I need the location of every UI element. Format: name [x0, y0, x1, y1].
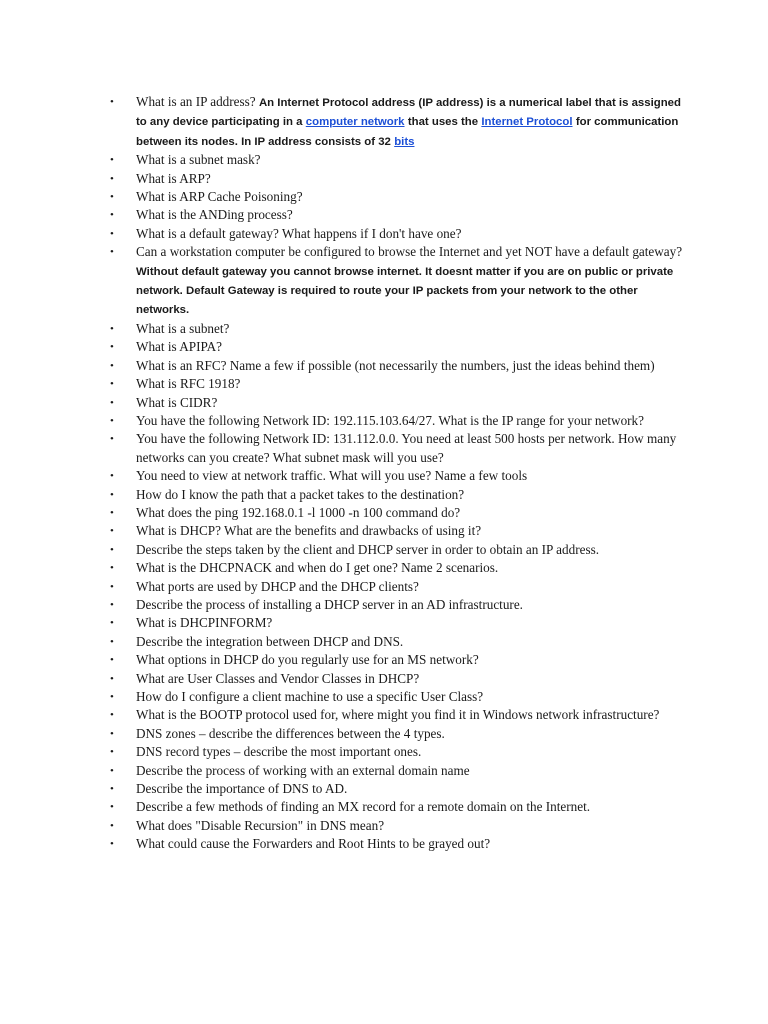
answer-text: that uses the	[407, 116, 479, 129]
question-text: Describe the steps taken by the client and DHCP server in order to obtain an IP address.	[136, 541, 600, 557]
question-text: What is ARP Cache Poisoning?	[136, 189, 303, 205]
question-text: What is DHCP? What are the benefits and drawbacks of using it?	[136, 523, 482, 539]
question-text: What is the BOOTP protocol used for, where might you find it in Windows network infrastructure?	[136, 707, 660, 723]
question-text: Describe the integration between DHCP and DNS.	[136, 633, 404, 649]
question-text: Describe the process of installing a DHCP server in an AD infrastructure.	[136, 596, 523, 612]
bullet-icon: •	[110, 341, 114, 354]
question-text: What is the DHCPNACK and when do I get one? Name 2 scenarios.	[136, 560, 499, 576]
list-item	[110, 559, 685, 577]
question-text: Describe the importance of DNS to AD.	[136, 781, 348, 797]
bullet-icon: •	[110, 709, 114, 722]
question-text: Describe a few methods of finding an MX record for a remote domain on the Internet.	[136, 799, 591, 815]
list-item	[110, 725, 685, 743]
question-text: What is APIPA?	[136, 339, 222, 355]
bullet-icon: •	[110, 209, 114, 222]
list-item	[110, 504, 685, 522]
list-item	[110, 357, 685, 375]
bullet-icon: •	[110, 783, 114, 796]
list-item	[110, 412, 685, 430]
question-text: What is a subnet?	[136, 320, 230, 336]
bullet-icon: •	[110, 562, 114, 575]
bullet-icon: •	[110, 635, 114, 648]
list-item	[110, 780, 685, 798]
question-text: You need to view at network traffic. What will you use? Name a few tools	[136, 468, 528, 484]
answer-text: An Internet Protocol address (IP address) is a numerical label that is assigned to any device participating in a	[136, 97, 681, 129]
bullet-icon: •	[110, 838, 114, 851]
question-text: How do I configure a client machine to use a specific User Class?	[136, 689, 484, 704]
list-item	[110, 320, 685, 338]
question-text: What options in DHCP do you regularly use for an MS network?	[136, 652, 479, 668]
bullet-icon: •	[110, 322, 114, 335]
bullet-icon: •	[110, 191, 114, 204]
question-text: What is CIDR?	[136, 394, 218, 410]
bullet-icon: •	[110, 96, 114, 108]
bullet-icon: •	[110, 543, 114, 556]
question-text: What could cause the Forwarders and Root Hints to be grayed out?	[136, 836, 491, 852]
question-text: You have the following Network ID: 131.112.0.0. You need at least 500 hosts per network. How many networks can you create? What subnet mask will you use?	[136, 431, 677, 465]
question-text: What are User Classes and Vendor Classes in DHCP?	[136, 670, 420, 686]
list-item	[110, 170, 685, 188]
question-text: What is an RFC? Name a few if possible (not necessarily the numbers, just the ideas behind them)	[136, 357, 655, 373]
question-text: DNS zones – describe the differences between the 4 types.	[136, 725, 445, 741]
bullet-icon: •	[110, 727, 114, 740]
bullet-icon: •	[110, 801, 114, 814]
bullet-icon: •	[110, 598, 114, 611]
list-item	[110, 633, 685, 651]
list-item	[110, 522, 685, 540]
question-list	[110, 93, 685, 854]
question-text: What is an IP address?	[136, 94, 256, 109]
bullet-icon: •	[110, 246, 114, 259]
bullet-icon: •	[110, 506, 114, 519]
answer-text: Without default gateway you cannot browse internet. It doesnt matter if you are on public or private network. Default Gateway is required to route your IP packets from your network to the other networks.	[136, 265, 674, 317]
list-item	[110, 225, 685, 243]
list-item	[110, 486, 685, 504]
question-text: Can a workstation computer be configured to browse the Internet and yet NOT have a default gateway?	[136, 244, 683, 260]
list-item	[110, 430, 685, 467]
bullet-icon: •	[110, 525, 114, 538]
bullet-icon: •	[110, 488, 114, 501]
question-text: You have the following Network ID: 192.115.103.64/27. What is the IP range for your network?	[136, 412, 644, 428]
bullet-icon: •	[110, 764, 114, 777]
list-item	[110, 688, 685, 706]
question-text: What does the ping 192.168.0.1 -l 1000 -n 100 command do?	[136, 504, 461, 520]
list-item	[110, 338, 685, 356]
list-item	[110, 798, 685, 816]
list-item	[110, 706, 685, 724]
list-item	[110, 93, 685, 151]
question-text: What ports are used by DHCP and the DHCP clients?	[136, 578, 419, 594]
answer-link[interactable]: bits	[394, 135, 415, 148]
question-text: What does "Disable Recursion" in DNS mean?	[136, 817, 385, 833]
question-text: What is RFC 1918?	[136, 376, 241, 392]
bullet-icon: •	[110, 414, 114, 427]
question-text: DNS record types – describe the most important ones.	[136, 744, 422, 760]
question-text: What is ARP?	[136, 170, 211, 186]
bullet-icon: •	[110, 617, 114, 630]
answer-link[interactable]: computer network	[305, 116, 405, 129]
list-item	[110, 614, 685, 632]
question-text: What is a default gateway? What happens if I don't have one?	[136, 225, 462, 241]
question-text: What is DHCPINFORM?	[136, 615, 273, 631]
answer-link[interactable]: Internet Protocol	[481, 116, 573, 129]
bullet-icon: •	[110, 746, 114, 759]
bullet-icon: •	[110, 172, 114, 185]
list-item	[110, 394, 685, 412]
answer-text: for communication between its nodes. In IP address consists of 32	[136, 116, 679, 148]
bullet-icon: •	[110, 470, 114, 483]
bullet-icon: •	[110, 654, 114, 667]
list-item	[110, 578, 685, 596]
question-text: How do I know the path that a packet takes to the destination?	[136, 486, 465, 502]
bullet-icon: •	[110, 154, 114, 167]
list-item	[110, 206, 685, 224]
question-text: Describe the process of working with an external domain name	[136, 762, 470, 778]
bullet-icon: •	[110, 580, 114, 593]
list-item	[110, 670, 685, 688]
list-item	[110, 375, 685, 393]
list-item	[110, 762, 685, 780]
bullet-icon: •	[110, 396, 114, 409]
list-item	[110, 541, 685, 559]
list-item	[110, 743, 685, 761]
bullet-icon: •	[110, 359, 114, 372]
bullet-icon: •	[110, 433, 114, 446]
bullet-icon: •	[110, 819, 114, 832]
bullet-icon: •	[110, 691, 114, 703]
list-item	[110, 596, 685, 614]
list-item	[110, 188, 685, 206]
bullet-icon: •	[110, 378, 114, 391]
list-item	[110, 467, 685, 485]
list-item	[110, 835, 685, 853]
list-item	[110, 817, 685, 835]
list-item	[110, 651, 685, 669]
question-text: What is the ANDing process?	[136, 207, 293, 223]
list-item	[110, 151, 685, 169]
bullet-icon: •	[110, 227, 114, 240]
question-text: What is a subnet mask?	[136, 152, 261, 168]
bullet-icon: •	[110, 672, 114, 685]
list-item	[110, 243, 685, 320]
